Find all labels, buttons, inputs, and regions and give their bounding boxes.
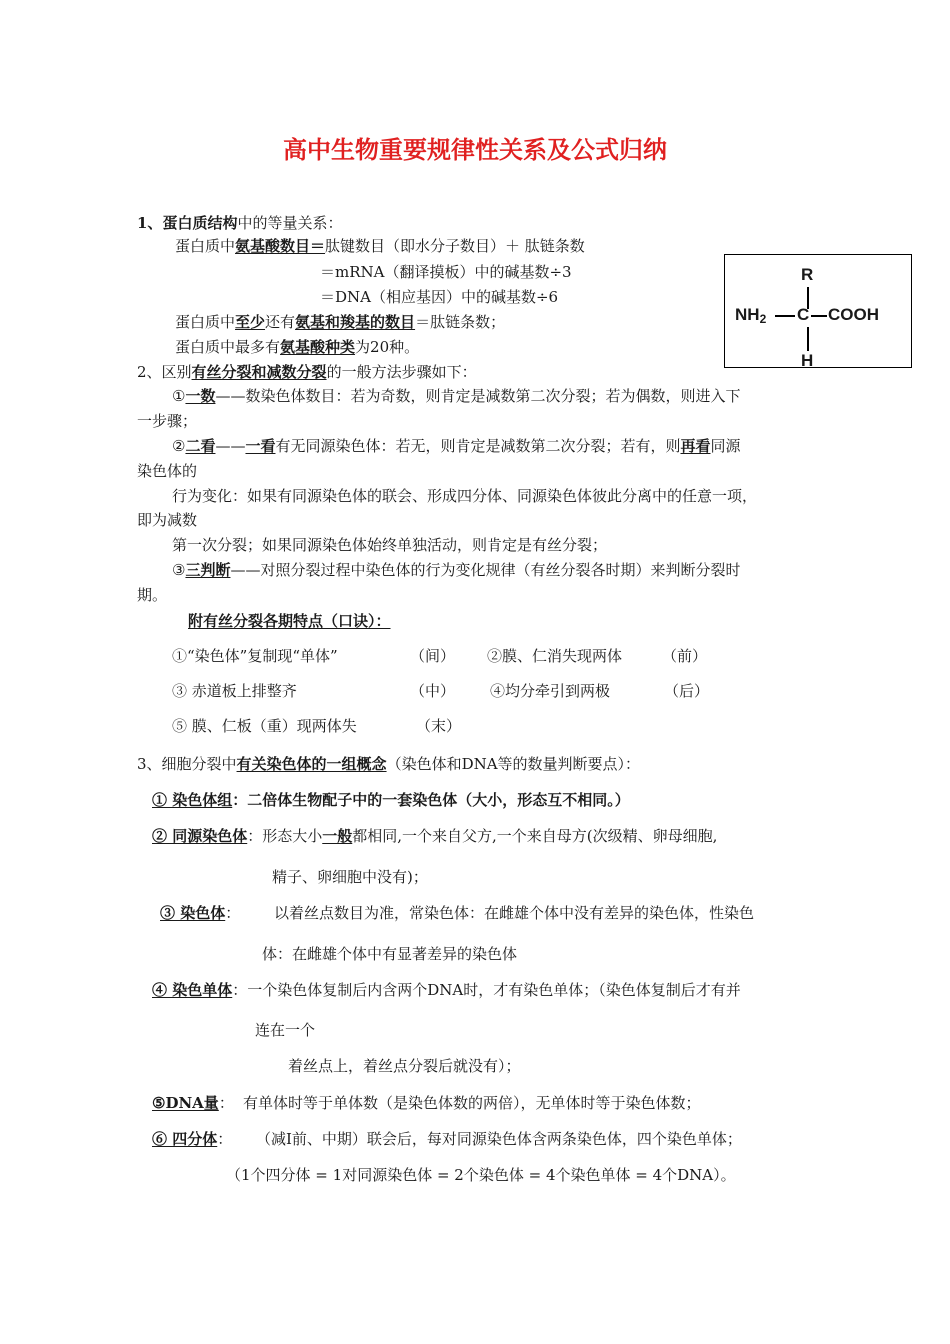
protein-formula-line-1: 蛋白质中氨基酸数目＝肽键数目（即水分子数目）＋ 肽链条数	[175, 237, 585, 255]
protein-rule-amino-acid-types: 蛋白质中最多有氨基酸种类为20种。	[175, 338, 420, 356]
protein-rule-min-groups: 蛋白质中至少还有氨基和羧基的数目＝肽链条数；	[175, 313, 506, 331]
step-2-continuation-1: 染色体的	[137, 462, 198, 480]
hydrogen-label: H	[801, 351, 814, 370]
step-2-continuation-4: 第一次分裂；如果同源染色体始终单独活动，则肯定是有丝分裂；	[172, 536, 608, 554]
step-3-continuation: 期。	[137, 586, 168, 604]
carboxyl-group-label: COOH	[828, 305, 879, 324]
mnemonic-prophase: ②膜、仁消失现两体	[487, 647, 623, 665]
mnemonic-telophase: ⑤ 膜、仁板（重）现两体失	[172, 717, 357, 735]
bond-line-left	[775, 315, 795, 317]
mnemonic-interphase-tag: （间）	[410, 647, 456, 665]
step-1-continuation: 一步骤；	[137, 412, 198, 430]
bond-line-right	[811, 315, 827, 317]
r-group-label: R	[801, 265, 814, 284]
mnemonic-anaphase: ④均分牵引到两极	[490, 682, 611, 700]
amino-acid-structure-box	[724, 254, 912, 368]
section-3-heading: 3、细胞分裂中有关染色体的一组概念（染色体和DNA等的数量判断要点）：	[137, 755, 641, 773]
section-2-heading: 2、区别有丝分裂和减数分裂的一般方法步骤如下：	[137, 363, 477, 381]
concept-tetrad: ⑥ 四分体：	[152, 1130, 233, 1148]
mnemonic-metaphase: ③ 赤道板上排整齐	[172, 682, 297, 700]
concept-dna-amount: ⑤DNA量：	[152, 1094, 234, 1112]
step-1-line: ①一数——数染色体数目：若为奇数，则肯定是减数第二次分裂；若为偶数，则进入下	[172, 387, 741, 405]
concept-homologous-chromosome: ② 同源染色体：形态大小一般都相同,一个来自父方,一个来自母方(次级精、卵母细胞,	[152, 827, 718, 845]
concept-chromosome: ③ 染色体：	[160, 904, 241, 922]
step-2-continuation-3: 即为减数	[137, 511, 198, 529]
bond-line-bottom	[807, 327, 809, 351]
page-title: 高中生物重要规律性关系及公式归纳	[283, 136, 667, 164]
concept-tetrad-text: （减Ⅰ前、中期）联会后，每对同源染色体含两条染色体，四个染色单体；	[256, 1130, 742, 1148]
mnemonic-interphase: ①“染色体”复制现“单体”	[172, 647, 338, 665]
protein-formula-line-3: ＝DNA（相应基因）中的碱基数÷6	[320, 288, 559, 306]
central-carbon-label: C	[797, 305, 810, 324]
step-3-line: ③三判断——对照分裂过程中染色体的行为变化规律（有丝分裂各时期）来判断分裂时	[172, 561, 741, 579]
concept-tetrad-equation: （1个四分体 = 1对同源染色体 = 2个染色体 = 4个染色单体 = 4个DNA）。	[226, 1166, 736, 1184]
mnemonic-telophase-tag: （末）	[416, 717, 462, 735]
concept-chromatid-continuation-1: 连在一个	[255, 1021, 316, 1039]
amino-group-label: NH2	[735, 305, 767, 326]
concept-chromatid: ④ 染色单体：一个染色体复制后内含两个DNA时，才有染色单体；（染色体复制后才有并	[152, 981, 741, 999]
step-2-line: ②二看——一看有无同源染色体：若无，则肯定是减数第二次分裂；若有，则再看同源	[172, 437, 741, 455]
concept-chromatid-continuation-2: 着丝点上，着丝点分裂后就没有）；	[288, 1057, 521, 1075]
mnemonic-title: 附有丝分裂各期特点（口诀）：	[188, 612, 391, 630]
step-2-continuation-2: 行为变化：如果有同源染色体的联会、形成四分体、同源染色体彼此分离中的任意一项，	[172, 487, 758, 505]
concept-chromosome-continuation: 体：在雌雄个体中有显著差异的染色体	[262, 945, 518, 963]
protein-formula-line-2: ＝mRNA（翻译摸板）中的碱基数÷3	[320, 263, 572, 281]
concept-dna-amount-text: 有单体时等于单体数（是染色体数的两倍），无单体时等于染色体数；	[243, 1094, 701, 1112]
concept-chromosome-set: ① 染色体组：二倍体生物配子中的一套染色体（大小，形态互不相同。）	[152, 791, 630, 809]
concept-homologous-continuation: 精子、卵细胞中没有)；	[272, 868, 428, 886]
mnemonic-metaphase-tag: （中）	[410, 682, 456, 700]
concept-chromosome-text: 以着丝点数目为准，常染色体：在雌雄个体中没有差异的染色体，性染色	[274, 904, 755, 922]
mnemonic-prophase-tag: （前）	[662, 647, 708, 665]
section-1-heading: 1、蛋白质结构中的等量关系：	[137, 214, 343, 232]
mnemonic-anaphase-tag: （后）	[664, 682, 710, 700]
